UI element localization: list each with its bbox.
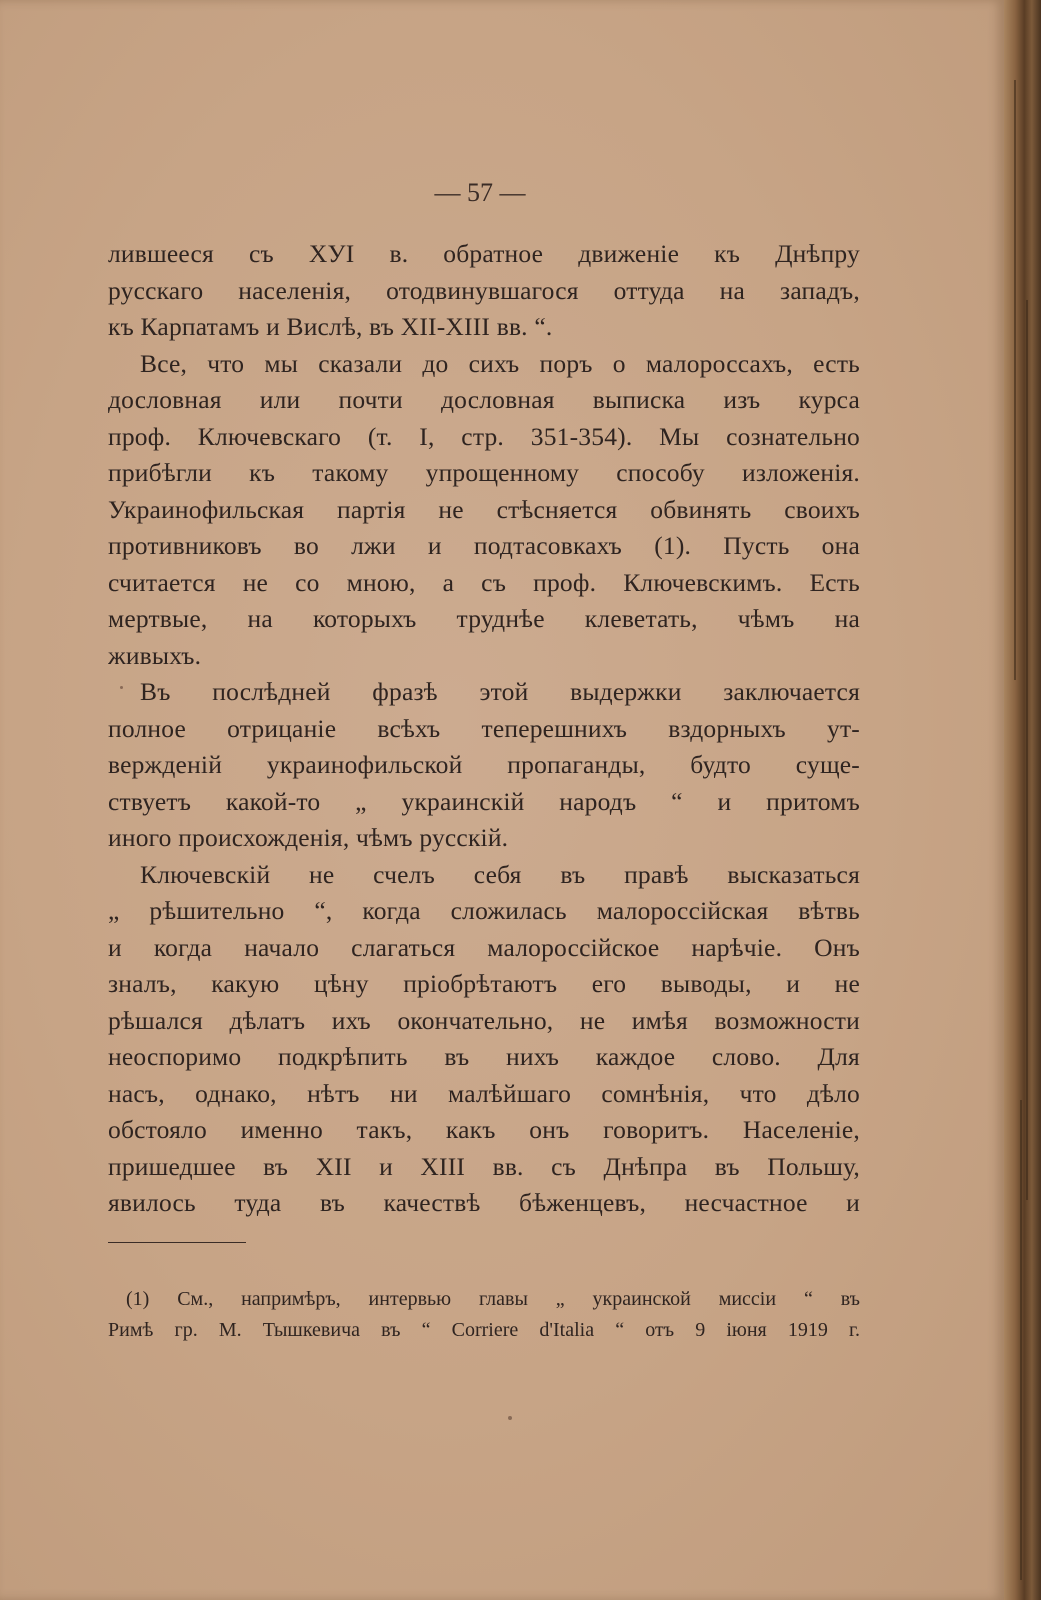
text-line: вержденій украинофильской пропаганды, будто суще- [108, 750, 860, 779]
text-line: пришедшее въ XII и XIII вв. съ Днѣпра въ Польшу, [108, 1151, 860, 1181]
text-line: русскаго населенія, отодвинувшагося оттуда на западъ, [108, 275, 860, 305]
text-line: дословная или почти дословная выписка изъ курса [108, 385, 860, 414]
text-line: проф. Ключевскаго (т. I, стр. 351-354). Мы сознательно [108, 421, 860, 451]
text-line: противниковъ во лжи и подтасовкахъ (1). Пусть она [108, 531, 860, 560]
page-number: — 57 — [434, 178, 526, 207]
text-line: полное отрицаніе всѣхъ теперешнихъ вздорныхъ ут- [108, 713, 860, 743]
text-line: обстояло именно такъ, какъ онъ говоритъ. Населеніе, [108, 1115, 860, 1144]
text-line: зналъ, какую цѣну пріобрѣтаютъ его выводы, и не [108, 969, 860, 998]
text-line: и когда начало слагаться малороссійское нарѣчіе. Онъ [108, 932, 860, 962]
text-line: Въ послѣдней фразѣ этой выдержки заключается [140, 677, 860, 706]
footnote-rule [108, 1242, 246, 1243]
text-line: иного происхожденія, чѣмъ русскій. [108, 823, 509, 852]
text-line: мертвые, на которыхъ труднѣе клеветать, чѣмъ на [108, 604, 860, 633]
text-line: живыхъ. [108, 640, 202, 670]
text-line: считается не со мною, а съ проф. Ключевскимъ. Есть [108, 567, 860, 597]
text-line: ствуетъ какой-то „ украинскій народъ “ и притомъ [108, 786, 860, 816]
book-edge [1004, 0, 1041, 1600]
body-text [108, 236, 860, 1222]
text-line: явилось туда въ качествѣ бѣженцевъ, несчастное и [108, 1188, 860, 1217]
text-line: „ рѣшительно “, когда сложилась малороссійская вѣтвь [108, 896, 860, 925]
text-line: Все, что мы сказали до сихъ поръ о малороссахъ, есть [140, 348, 860, 378]
text-line: неоспоримо подкрѣпить въ нихъ каждое слово. Для [108, 1042, 860, 1071]
footnotes [108, 1284, 860, 1346]
footnote-line: (1) См., напримѣръ, интервью главы „ украинской миссіи “ въ [126, 1288, 860, 1310]
text-line: прибѣгли къ такому упрощенному способу изложенія. [108, 458, 860, 487]
text-line: рѣшался дѣлатъ ихъ окончательно, не имѣя возможности [108, 1005, 860, 1035]
text-line: Ключевскій не счелъ себя въ правѣ высказаться [140, 859, 860, 889]
text-line: къ Карпатамъ и Вислѣ, въ XII-XIII вв. “. [108, 312, 553, 341]
text-line: насъ, однако, нѣтъ ни малѣйшаго сомнѣнія, что дѣло [108, 1078, 860, 1108]
paper-speck [120, 686, 123, 689]
paper-speck [508, 1416, 512, 1420]
text-line: Украинофильская партія не стѣсняется обвинять своихъ [108, 494, 860, 524]
text-line: лившееся съ XУI в. обратное движеніе къ Днѣпру [108, 239, 860, 268]
footnote-line: Римѣ гр. М. Тышкевича въ “ Corriere d'Italia “ отъ 9 іюня 1919 г. [108, 1319, 860, 1341]
